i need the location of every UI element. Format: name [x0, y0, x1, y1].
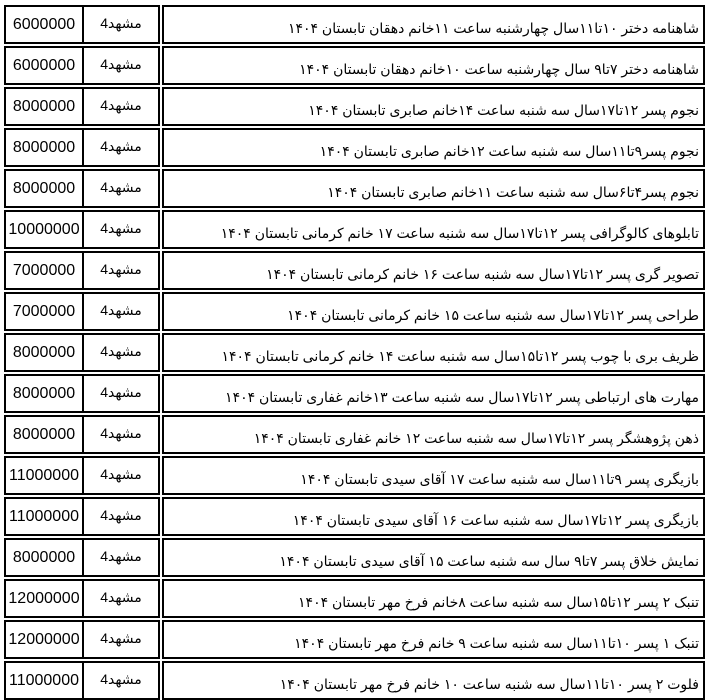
price-cell: 10000000 — [4, 210, 84, 249]
table-row — [4, 374, 705, 413]
location-cell: مشهد4 — [84, 128, 160, 167]
table-row — [4, 579, 705, 618]
table-row — [4, 497, 705, 536]
table-row — [4, 87, 705, 126]
location-cell: مشهد4 — [84, 333, 160, 372]
course-description-cell: نمایش خلاق پسر ۷تا۹ سال سه شنبه ساعت ۱۵ آقای سیدی تابستان ۱۴۰۴ — [162, 538, 705, 577]
table-row — [4, 5, 705, 44]
course-description-cell: بازیگری پسر ۹تا۱۱سال سه شنبه ساعت ۱۷ آقای سیدی تابستان ۱۴۰۴ — [162, 456, 705, 495]
course-description-cell: نجوم پسر۴تا۶سال سه شنبه ساعت ۱۱خانم صابری تابستان ۱۴۰۴ — [162, 169, 705, 208]
location-cell: مشهد4 — [84, 579, 160, 618]
course-description-cell: شاهنامه دختر ۱۰تا۱۱سال چهارشنبه ساعت ۱۱خانم دهقان تابستان ۱۴۰۴ — [162, 5, 705, 44]
table-row — [4, 128, 705, 167]
course-description-cell: تنبک ۱ پسر ۱۰تا۱۱سال سه شنبه ساعت ۹ خانم فرخ مهر تابستان ۱۴۰۴ — [162, 620, 705, 659]
price-cell: 12000000 — [4, 579, 84, 618]
course-description-cell: طراحی پسر ۱۲تا۱۷سال سه شنبه ساعت ۱۵ خانم کرمانی تابستان ۱۴۰۴ — [162, 292, 705, 331]
table-row — [4, 538, 705, 577]
location-cell: مشهد4 — [84, 374, 160, 413]
table-row — [4, 456, 705, 495]
table-row — [4, 661, 705, 700]
course-description-cell: مهارت های ارتباطی پسر ۱۲تا۱۷سال سه شنبه ساعت ۱۳خانم غفاری تابستان ۱۴۰۴ — [162, 374, 705, 413]
location-cell: مشهد4 — [84, 456, 160, 495]
price-cell: 8000000 — [4, 333, 84, 372]
price-cell: 7000000 — [4, 251, 84, 290]
location-cell: مشهد4 — [84, 620, 160, 659]
price-cell: 8000000 — [4, 415, 84, 454]
price-cell: 8000000 — [4, 169, 84, 208]
table-row — [4, 251, 705, 290]
location-cell: مشهد4 — [84, 415, 160, 454]
course-description-cell: تنبک ۲ پسر ۱۲تا۱۵سال سه شنبه ساعت ۸خانم فرخ مهر تابستان ۱۴۰۴ — [162, 579, 705, 618]
table-row — [4, 292, 705, 331]
price-cell: 8000000 — [4, 128, 84, 167]
price-cell: 8000000 — [4, 87, 84, 126]
table-row — [4, 415, 705, 454]
course-description-cell: بازیگری پسر ۱۲تا۱۷سال سه شنبه ساعت ۱۶ آقای سیدی تابستان ۱۴۰۴ — [162, 497, 705, 536]
location-cell: مشهد4 — [84, 251, 160, 290]
table-row — [4, 210, 705, 249]
price-cell: 8000000 — [4, 374, 84, 413]
table-row — [4, 46, 705, 85]
location-cell: مشهد4 — [84, 46, 160, 85]
price-cell: 11000000 — [4, 661, 84, 700]
location-cell: مشهد4 — [84, 5, 160, 44]
price-cell: 11000000 — [4, 456, 84, 495]
location-cell: مشهد4 — [84, 169, 160, 208]
price-cell: 7000000 — [4, 292, 84, 331]
location-cell: مشهد4 — [84, 497, 160, 536]
table-row — [4, 169, 705, 208]
course-description-cell: تصویر گری پسر ۱۲تا۱۷سال سه شنبه ساعت ۱۶ خانم کرمانی تابستان ۱۴۰۴ — [162, 251, 705, 290]
course-description-cell: نجوم پسر ۱۲تا۱۷سال سه شنبه ساعت ۱۴خانم صابری تابستان ۱۴۰۴ — [162, 87, 705, 126]
course-description-cell: ظریف بری با چوب پسر ۱۲تا۱۵سال سه شنبه ساعت ۱۴ خانم کرمانی تابستان ۱۴۰۴ — [162, 333, 705, 372]
price-cell: 12000000 — [4, 620, 84, 659]
location-cell: مشهد4 — [84, 661, 160, 700]
course-description-cell: فلوت ۲ پسر ۱۰تا۱۱سال سه شنبه ساعت ۱۰ خانم فرخ مهر تابستان ۱۴۰۴ — [162, 661, 705, 700]
course-description-cell: تابلوهای کالوگرافی پسر ۱۲تا۱۷سال سه شنبه ساعت ۱۷ خانم کرمانی تابستان ۱۴۰۴ — [162, 210, 705, 249]
course-description-cell: نجوم پسر۹تا۱۱سال سه شنبه ساعت ۱۲خانم صابری تابستان ۱۴۰۴ — [162, 128, 705, 167]
location-cell: مشهد4 — [84, 87, 160, 126]
location-cell: مشهد4 — [84, 210, 160, 249]
location-cell: مشهد4 — [84, 538, 160, 577]
price-cell: 11000000 — [4, 497, 84, 536]
location-cell: مشهد4 — [84, 292, 160, 331]
price-cell: 6000000 — [4, 5, 84, 44]
price-cell: 6000000 — [4, 46, 84, 85]
table-row — [4, 333, 705, 372]
price-cell: 8000000 — [4, 538, 84, 577]
table-row — [4, 620, 705, 659]
course-description-cell: ذهن پژوهشگر پسر ۱۲تا۱۷سال سه شنبه ساعت ۱۲ خانم غفاری تابستان ۱۴۰۴ — [162, 415, 705, 454]
course-description-cell: شاهنامه دختر ۷تا۹ سال چهارشنبه ساعت ۱۰خانم دهقان تابستان ۱۴۰۴ — [162, 46, 705, 85]
